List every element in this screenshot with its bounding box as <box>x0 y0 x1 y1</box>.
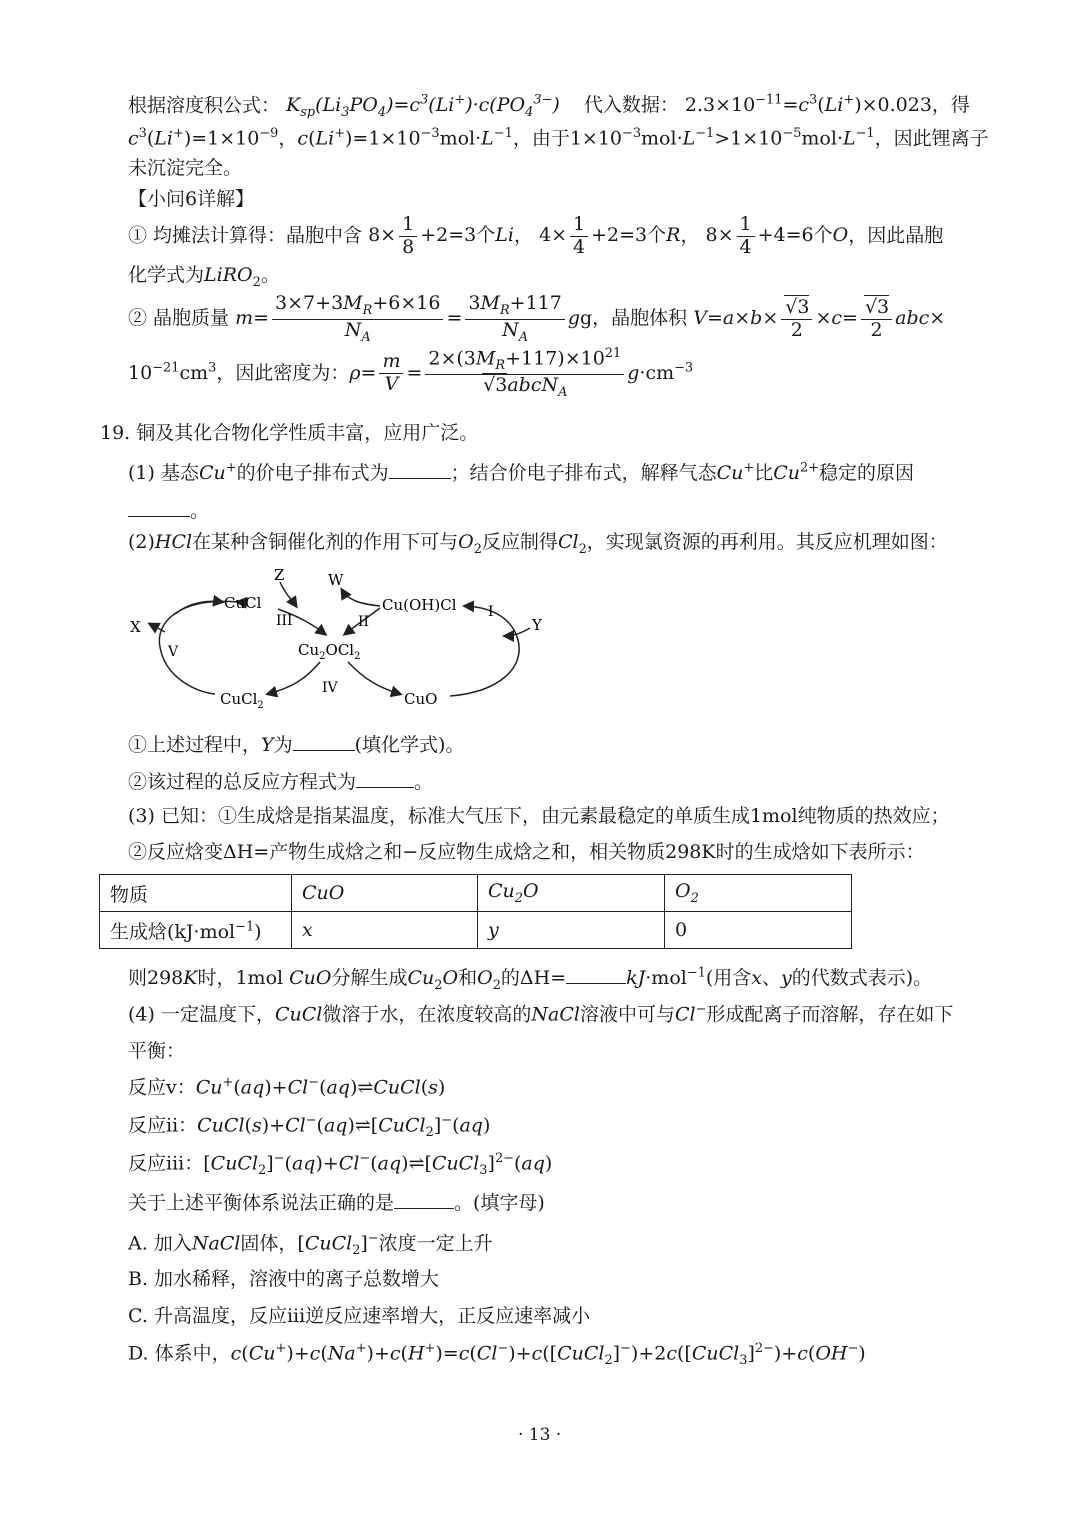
text-tail: ，因此晶胞 <box>848 224 944 247</box>
arrow-z <box>280 582 296 606</box>
q19-part2-sub2: ②该过程的总反应方程式为 。 <box>128 768 433 795</box>
label-x: X <box>130 618 141 636</box>
table-cell: 0 <box>665 912 852 949</box>
arrow-w <box>342 590 380 606</box>
equilibrium-v: 反应ⅴ：Cu+(aq)+Cl−(aq)⇌CuCl(s) <box>128 1075 446 1099</box>
question-19-stem: 19. 铜及其化合物化学性质丰富，应用广泛。 <box>100 422 479 444</box>
q19-part4-b: 平衡： <box>128 1040 186 1062</box>
table-header-cell: CuO <box>292 875 478 912</box>
label-z: Z <box>274 566 285 584</box>
q19-part3-line2: ②反应焓变ΔH=产物生成焓之和−反应物生成焓之和，相关物质298K时的生成焓如下表所示： <box>128 841 925 863</box>
density-fraction: $\frac{2\times(3M_R+117)\times 10^{21}}{√3abcN_A}$ <box>425 347 624 401</box>
table-row <box>100 912 852 949</box>
o-count: 8× $\frac{1}{4}$ +4=6个O <box>705 213 849 258</box>
answer-blank-5[interactable] <box>566 964 626 984</box>
solution6-line-1: ① 均摊法计算得：晶胞中含 8× $\frac{1}{8}$ +2=3个Li， 4× $\frac{1}{4}$ +2=3个R， 8× $\frac{1}{4}$ +4=6个O，因此晶胞 <box>128 213 944 258</box>
step-ii: II <box>358 614 370 630</box>
table-cell: x <box>292 912 478 949</box>
solution-line-2: $c^3(Li^+)=1\times 10^{-9}$，$c(Li^+)=1\times 10^{-3}mol\cdot L^{-1}$，由于$1\times 10^{-3}mol\cdot L^{-1}>1\times 10^{-5}mol\cdot L^{-1}$，因此锂离子 <box>128 126 989 150</box>
species-cuo: CuO <box>404 690 438 708</box>
option-b[interactable]: B. 加水稀释，溶液中的离子总数增大 <box>128 1268 440 1290</box>
ksp-expression: $K_{sp}(Li_3PO_4)=c^3(Li^+)\cdot c(PO_4^{3-})$ <box>286 93 560 121</box>
arrow-iv-right <box>348 662 400 694</box>
label-y: Y <box>532 616 542 634</box>
step-iv: IV <box>322 680 338 696</box>
substitution-expr: $2.3\times 10^{-11}=c^3(Li^+)\times 0.023$，得 <box>684 93 970 117</box>
r-count: 4× $\frac{1}{4}$ +2=3个R <box>538 213 681 258</box>
equilibrium-iii: 反应ⅲ：[CuCl$_2$]−(aq)+Cl−(aq)⇌[CuCl$_3$]$^{2-}$(aq) <box>128 1151 553 1179</box>
solution-line-3: 未沉淀完全。 <box>128 157 243 179</box>
table-cell: 生成焓(kJ·mol$^{-1}$) <box>100 912 292 949</box>
species-cucl: CuCl <box>224 594 262 612</box>
q19-part2: (2)HCl在某种含铜催化剂的作用下可与$O_2$反应制得$Cl_2$，实现氯资源的再利用。其反应机理如图： <box>128 531 948 557</box>
equilibrium-ii: 反应ⅱ：CuCl(s)+Cl−(aq)⇌[CuCl$_2$]−(aq) <box>128 1113 491 1141</box>
text-ksp-head: 根据溶度积公式： <box>128 94 281 117</box>
table-header-cell: $O_2$ <box>665 875 852 912</box>
sub-question-6-heading: 【小问6详解】 <box>128 188 255 210</box>
table-header-cell: 物质 <box>100 875 292 912</box>
q19-part3-line3: 则298K时，1mol CuO分解生成$Cu_2O$和$O_2$的ΔH= kJ·mol$^{-1}$(用含x、y的代数式表示)。 <box>128 965 933 993</box>
option-c[interactable]: C. 升高温度，反应ⅲ逆反应速率增大，正反应速率减小 <box>128 1305 591 1327</box>
step-v: V <box>168 644 179 660</box>
species-cu2ocl2: $Cu_2OCl_2$ <box>298 641 361 662</box>
option-d[interactable]: D. 体系中，c(Cu+)+c(Na+)+c(H+)=c(Cl−)+c([CuCl$_2$]−)+2c([CuCl$_3$]$^{2-}$)+c(OH−) <box>128 1341 866 1369</box>
text-substitute: 代入数据： <box>583 94 679 117</box>
cycle-arrow-right <box>450 606 519 696</box>
solution-line-1 <box>128 93 970 121</box>
mass-fraction-1: $\frac{3\times 7+3M_R+6\times 16}{N_A}$ <box>272 293 443 345</box>
enthalpy-table <box>99 874 852 949</box>
species-cuohcl: Cu(OH)Cl <box>382 596 457 614</box>
solution6-line-4: $10^{-21}cm^3$，因此密度为：ρ= $\frac{m}{V}$ = $\frac{2\times(3M_R+117)\times 10^{21}}{√3abcN_A}$ $g\cdot cm^{-3}$ <box>128 346 694 400</box>
answer-blank-4[interactable] <box>356 768 414 788</box>
li-count: 8× $\frac{1}{8}$ +2=3个Li <box>368 213 514 258</box>
answer-blank-2[interactable] <box>128 497 190 517</box>
species-cucl2: CuCl$_2$ <box>220 690 264 711</box>
answer-blank-1[interactable] <box>389 459 451 479</box>
reaction-mechanism-diagram <box>120 562 560 722</box>
answer-blank-3[interactable] <box>293 731 355 751</box>
q19-part1-end: 。 <box>128 497 209 524</box>
arrow-iv-left <box>268 662 320 694</box>
step-i: I <box>488 604 494 620</box>
q19-part4: (4) 一定温度下，CuCl微溶于水，在浓度较高的NaCl溶液中可与Cl−形成配离子而溶解，存在如下 <box>128 1002 954 1026</box>
table-cell: y <box>478 912 665 949</box>
answer-blank-6[interactable] <box>394 1189 454 1209</box>
q19-part3: (3) 已知：①生成焓是指某温度，标准大气压下，由元素最稳定的单质生成1mol纯物质的热效应； <box>128 805 950 827</box>
text-mass: ② 晶胞质量 <box>128 307 230 330</box>
solution6-line-2: 化学式为LiRO$_2$。 <box>128 264 280 290</box>
table-header-cell: $Cu_2O$ <box>478 875 665 912</box>
option-a[interactable]: A. 加入NaCl固体，[CuCl$_2$]−浓度一定上升 <box>128 1231 493 1259</box>
text-method: ① 均摊法计算得：晶胞中含 <box>128 224 363 247</box>
label-w: W <box>328 571 344 589</box>
table-row <box>100 875 852 912</box>
q19-part2-sub1: ①上述过程中，Y为 (填化学式)。 <box>128 731 464 758</box>
text-volume: g，晶胞体积 <box>580 307 688 330</box>
mass-fraction-2: $\frac{3M_R+117}{N_A}$ <box>465 293 564 345</box>
step-iii: III <box>276 613 293 629</box>
solution6-line-3: ② 晶胞质量 m= $\frac{3\times 7+3M_R+6\times 16}{N_A}$ = $\frac{3M_R+117}{N_A}$ gg，晶胞体积 V=a×b× $\frac{√3}{2}$ ×c= $\frac{√3}{2}$ abc× <box>128 292 946 345</box>
q19-part4-ask: 关于上述平衡体系说法正确的是 。(填字母) <box>128 1189 545 1216</box>
cycle-arrow-to-cucl <box>175 601 222 614</box>
volume-expr: V=a×b× $\frac{√3}{2}$ ×c= $\frac{√3}{2}$ abc× <box>693 295 946 341</box>
q19-part1: (1) 基态Cu+的价电子排布式为 ；结合价电子排布式，解释气态Cu+比$Cu^{2+}$稳定的原因 <box>128 460 915 484</box>
page-number: · 13 · <box>518 1425 562 1445</box>
arrow-y <box>505 628 530 636</box>
